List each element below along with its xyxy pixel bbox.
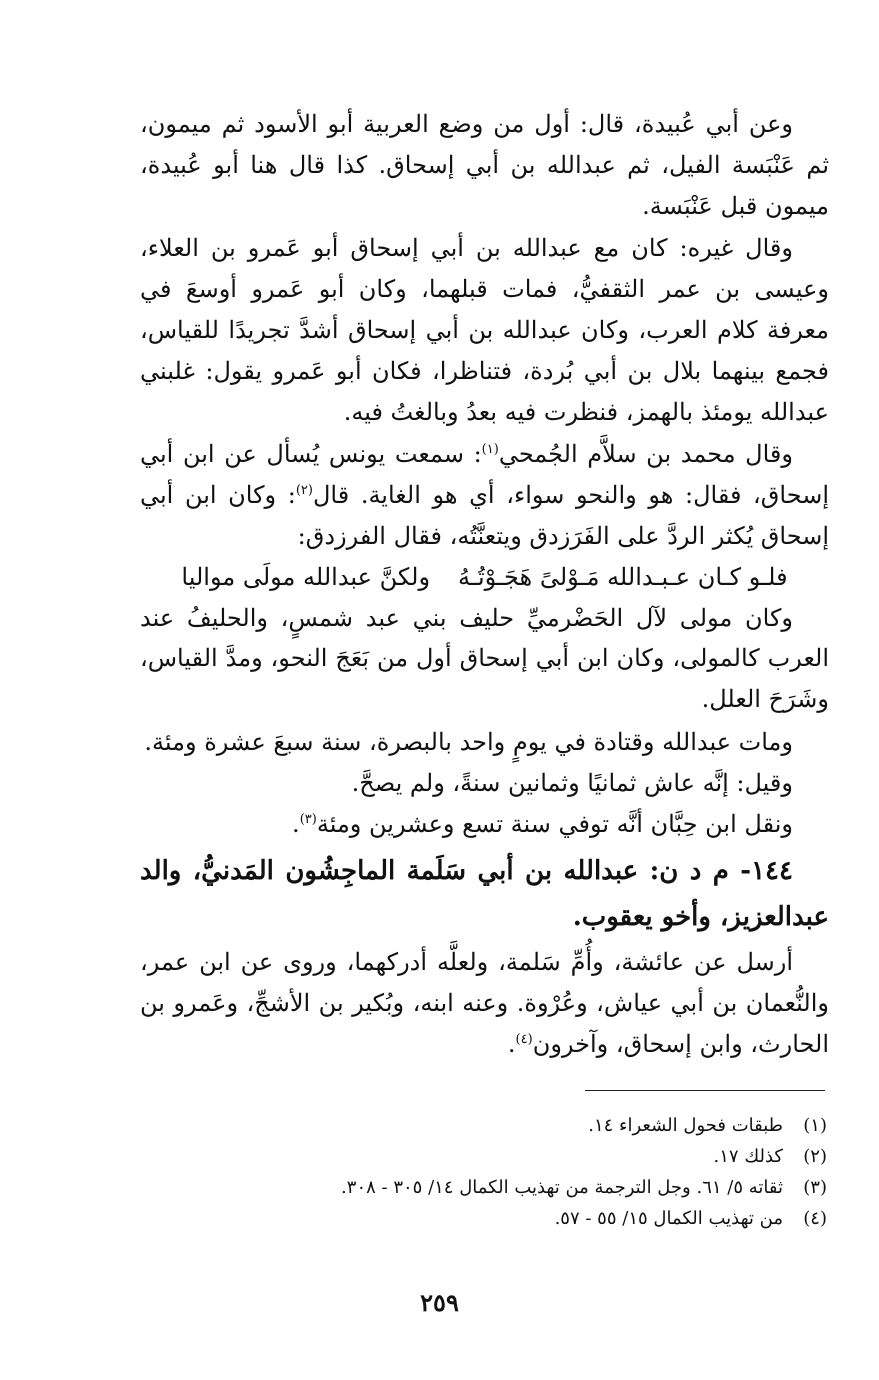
- footnotes-section: [127, 1110, 827, 1234]
- page-number: ٢٥٩: [420, 1288, 459, 1317]
- paragraph-age: [140, 763, 829, 804]
- paragraph-text: : وكان ابن أبي إسحاق يُكثر الردَّ على الفَرَزدق ويتعنَّتُه، فقال الفرزدق:: [140, 481, 829, 550]
- paragraph-death: [140, 722, 829, 763]
- footnote-text: ثقاته ٥/ ٦١. وجل الترجمة من تهذيب الكمال ١٤/ ٣٠٥ - ٣٠٨.: [341, 1177, 783, 1198]
- paragraph-text: وقال محمد بن سلاَّم الجُمحي: [498, 440, 793, 469]
- footnote-text: كذلك ١٧.: [713, 1146, 783, 1167]
- footnote-number: (٢): [803, 1146, 827, 1167]
- heading-text: ١٤٤- م د ن: عبدالله بن أبي سَلَمة الماجِشُون المَدنيُّ، والد عبدالعزيز، وأخو يعقوب.: [140, 856, 829, 933]
- poetry-verse: [140, 557, 829, 598]
- paragraph-text: : سمعت يونس يُسأل عن ابن أبي إسحاق، فقال: هو والنحو سواء، أي هو الغاية. قال: [140, 440, 829, 510]
- main-text: [140, 104, 829, 1065]
- footnote-2: [127, 1141, 827, 1172]
- paragraph-text: وعن أبي عُبيدة، قال: أول من وضع العربية أبو الأسود ثم ميمون، ثم عَنْبَسة الفيل، ثم عبدالله بن أبي إسحاق. كذا قال هنا أبو عُبيدة، ميمون قبل عَنْبَسة.: [140, 110, 829, 220]
- footnote-3: [127, 1172, 827, 1203]
- paragraph-other-report: [140, 228, 829, 432]
- entry-heading-144: [140, 848, 829, 940]
- footnote-text: طبقات فحول الشعراء ١٤.: [588, 1115, 783, 1136]
- paragraph-text: وقيل: إنَّه عاش ثمانيًا وثمانين سنةً، ولم يصحَّ.: [351, 768, 793, 797]
- footnote-1: [127, 1110, 827, 1141]
- paragraph-text: وكان مولى لآل الحَضْرميِّ حليف بني عبد شمسٍ، والحليفُ عند العرب كالمولى، وكان ابن أبي إسحاق أول من بَعَجَ النحو، ومدَّ القياس، وشَرَحَ العلل.: [140, 603, 829, 714]
- footnote-divider: [585, 1090, 825, 1091]
- footnote-number: (٣): [803, 1177, 827, 1198]
- footnote-text: من تهذيب الكمال ١٥/ ٥٥ - ٥٧.: [554, 1208, 783, 1229]
- paragraph-text: ومات عبدالله وقتادة في يومٍ واحد بالبصرة، سنة سبعَ عشرة ومئة.: [144, 727, 793, 756]
- paragraph-transmission: [140, 942, 829, 1064]
- paragraph-jumahi: [140, 434, 829, 556]
- paragraph-text: .: [292, 809, 300, 838]
- paragraph-text: .: [507, 1029, 516, 1058]
- verse-first-hemistich: فلـو كـان عـبـدالله مَـوْلىً هَجَـوْتُـهُ: [458, 562, 788, 591]
- paragraph-text: ونقل ابن حِبَّان أنَّه توفي سنة تسع وعشرين ومئة: [316, 809, 793, 838]
- paragraph-abu-ubayda: [140, 104, 829, 226]
- footnote-ref-2[interactable]: (٢): [295, 483, 313, 499]
- footnote-number: (٤): [803, 1208, 827, 1229]
- footnote-number: (١): [803, 1115, 827, 1136]
- footnote-ref-1[interactable]: (١): [481, 442, 499, 458]
- paragraph-client: [140, 598, 829, 720]
- paragraph-text: وقال غيره: كان مع عبدالله بن أبي إسحاق أبو عَمرو بن العلاء، وعيسى بن عمر الثقفيُّ، فمات قبلهما، وكان أبو عَمرو أوسعَ في معرفة كلام العرب، وكان عبدالله بن أبي إسحاق أشدَّ تجريدًا للقياس، فجمع بينهما بلال بن أبي بُردة، فتناظرا، فكان أبو عَمرو يقول: غلبني عبدالله يومئذ بالهمز، فنظرت فيه بعدُ وبالغتُ فيه.: [140, 234, 829, 426]
- verse-second-hemistich: ولكنَّ عبدالله مولَى مواليا: [181, 562, 431, 591]
- paragraph-ibn-hibban: [140, 804, 829, 845]
- footnote-ref-4[interactable]: (٤): [515, 1031, 533, 1047]
- footnote-ref-3[interactable]: (٣): [299, 811, 317, 827]
- footnote-4: [127, 1203, 827, 1234]
- paragraph-text: أرسل عن عائشة، وأُمِّ سَلمة، ولعلَّه أدركهما، وروى عن ابن عمر، والنُّعمان بن أبي عياش، وعُرْوة. وعنه ابنه، وبُكير بن الأشجِّ، وعَمرو بن الحارث، وابن إسحاق، وآخرون: [140, 948, 829, 1058]
